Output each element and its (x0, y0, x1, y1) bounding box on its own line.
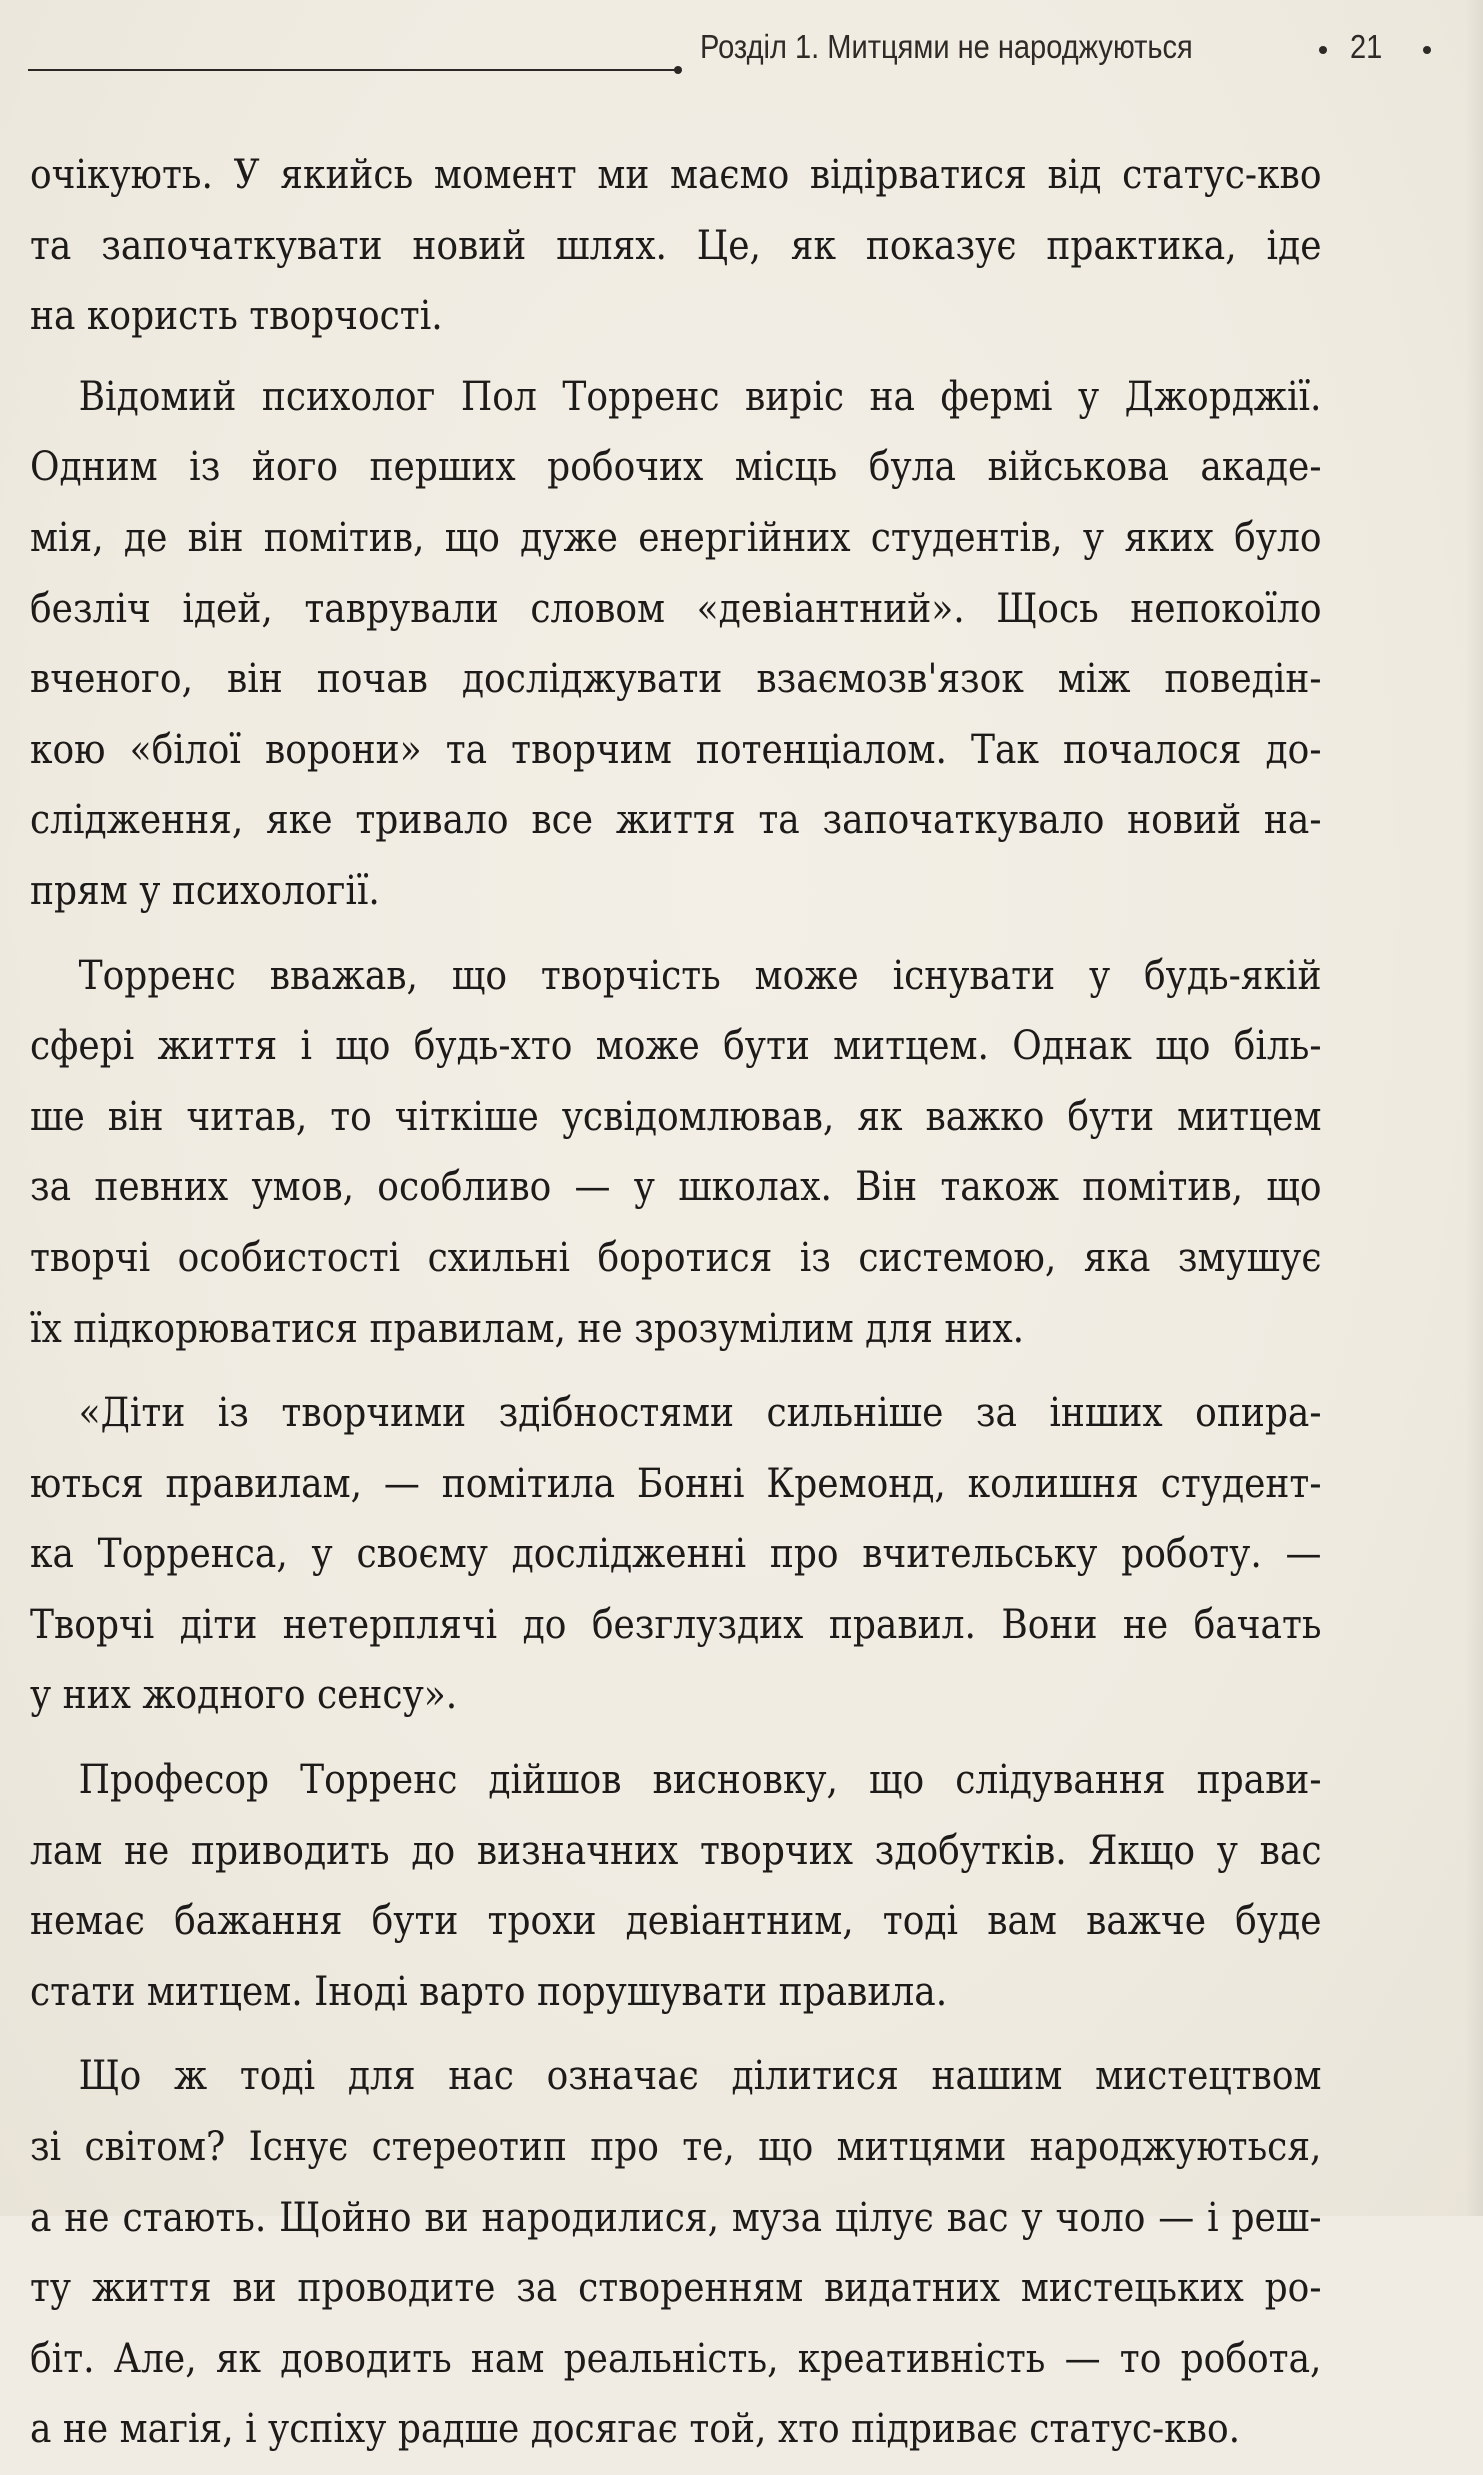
header-rule-end-dot (674, 66, 682, 74)
text-line: Творчі діти нетерплячі до безглуздих правил. Вони не бачать (30, 1601, 1322, 1648)
text-line: «Діти із творчими здібностями сильніше за інших опира- (78, 1390, 1322, 1437)
text-line: а не стають. Щойно ви народилися, муза цілує вас у чоло — і реш- (30, 2194, 1322, 2241)
paragraph-4 (30, 1378, 1320, 1731)
text-line: їх підкорюватися правилам, не зрозумілим для них. (30, 1305, 1025, 1352)
text-line: творчі особистості схильні боротися із системою, яка змушує (30, 1234, 1322, 1281)
text-line: за певних умов, особливо — у школах. Він також помітив, що (30, 1164, 1322, 1211)
text-line: ка Торренса, у своєму дослідженні про вчительську роботу. — (30, 1531, 1322, 1578)
header-bullet-left (1319, 46, 1327, 54)
text-line: у них жодного сенсу». (30, 1672, 458, 1719)
paragraph-5 (30, 1745, 1320, 2027)
text-line: Що ж тоді для нас означає ділитися нашим мистецтвом (78, 2053, 1322, 2100)
header-bullet-right (1423, 46, 1431, 54)
text-line: сфері життя і що будь-хто може бути митцем. Однак що біль- (30, 1023, 1322, 1070)
text-line: прям у психології. (30, 867, 380, 914)
text-line: ються правилам, — помітила Бонні Кремонд, колишня студент- (30, 1460, 1322, 1507)
text-line: Професор Торренс дійшов висновку, що слідування прави- (78, 1757, 1322, 1804)
text-line: безліч ідей, таврували словом «девіантний». Щось непокоїло (30, 585, 1322, 632)
text-line: біт. Але, як доводить нам реальність, креативність — то робота, (30, 2335, 1322, 2382)
text-line: слідження, яке тривало все життя та започаткувало новий на- (30, 797, 1322, 844)
text-line: ше він читав, то чіткіше усвідомлював, як важко бути митцем (30, 1093, 1322, 1140)
text-line: Відомий психолог Пол Торренс виріс на фермі у Джорджії. (78, 373, 1322, 420)
text-line: а не магія, і успіху радше досягає той, хто підриває статус-кво. (30, 2406, 1241, 2453)
page-edge-shadow (1465, 0, 1483, 2216)
running-title: Розділ 1. Митцями не народжуються (700, 28, 1193, 65)
body-text (30, 140, 1320, 2475)
text-line: стати митцем. Іноді варто порушувати правила. (30, 1968, 948, 2015)
text-line: лам не приводить до визначних творчих здобутків. Якщо у вас (30, 1827, 1322, 1874)
text-line: Одним із його перших робочих місць була військова акаде- (30, 444, 1322, 491)
text-line: зі світом? Існує стереотип про те, що митцями народжуються, (30, 2124, 1322, 2171)
paragraph-6 (30, 2041, 1320, 2465)
page-header (28, 26, 1438, 76)
text-line: та започаткувати новий шлях. Це, як показує практика, іде (30, 222, 1322, 269)
text-line: на користь творчості. (30, 293, 443, 340)
text-line: ту життя ви проводите за створенням видатних мистецьких ро- (30, 2265, 1322, 2312)
text-line: мія, де він помітив, що дуже енергійних студентів, у яких було (30, 514, 1322, 561)
paragraph-2 (30, 362, 1320, 927)
text-line: Торренс вважав, що творчість може існувати у будь-якій (78, 952, 1322, 999)
text-line: очікують. У якийсь момент ми маємо відірватися від статус-кво (30, 152, 1322, 198)
text-line: немає бажання бути трохи девіантним, тоді вам важче буде (30, 1898, 1322, 1945)
text-line: кою «білої ворони» та творчим потенціалом. Так почалося до- (30, 726, 1322, 773)
paragraph-3 (30, 941, 1320, 1365)
text-line: вченого, він почав досліджувати взаємозв'язок між поведін- (30, 656, 1322, 703)
header-rule (28, 69, 676, 71)
page-number: 21 (1350, 28, 1383, 65)
paragraph-1 (30, 140, 1320, 352)
